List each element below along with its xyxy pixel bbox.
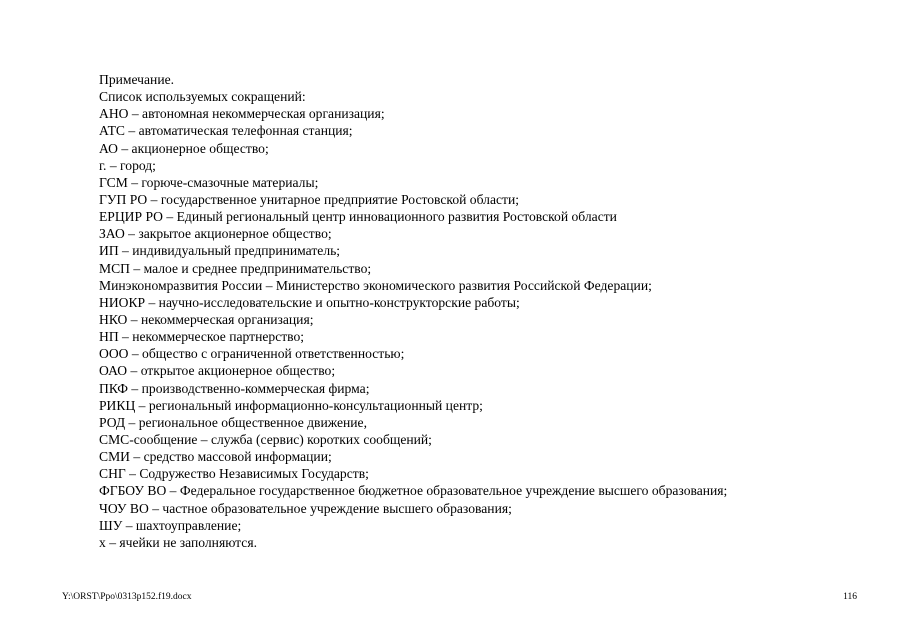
abbreviation-item: РИКЦ – региональный информационно-консультационный центр;: [99, 397, 483, 413]
abbreviation-item: АО – акционерное общество;: [99, 140, 269, 156]
abbreviation-item: НИОКР – научно-исследовательские и опытно-конструкторские работы;: [99, 294, 520, 310]
abbreviation-item: МСП – малое и среднее предпринимательство;: [99, 260, 372, 276]
abbreviation-item: АТС – автоматическая телефонная станция;: [99, 123, 353, 139]
abbreviation-item: НКО – некоммерческая организация;: [99, 311, 314, 327]
abbreviation-item: ГСМ – горюче-смазочные материалы;: [99, 174, 319, 190]
abbreviation-item: ИП – индивидуальный предприниматель;: [99, 243, 341, 259]
abbreviations-list-title: Список используемых сокращений:: [99, 89, 306, 105]
abbreviation-item: НП – некоммерческое партнерство;: [99, 329, 305, 345]
abbreviation-item: г. – город;: [99, 157, 156, 173]
abbreviation-item: ЕРЦИР РО – Единый региональный центр инновационного развития Ростовской области: [99, 209, 617, 225]
abbreviation-item: СМИ – средство массовой информации;: [99, 449, 332, 465]
page-number: 116: [843, 592, 857, 602]
abbreviation-item: ПКФ – производственно-коммерческая фирма;: [99, 380, 370, 396]
footer-file-path: Y:\ORST\Ppo\0313p152.f19.docx: [62, 592, 192, 602]
abbreviation-item: ООО – общество с ограниченной ответственностью;: [99, 346, 405, 362]
note-block: [99, 71, 879, 551]
abbreviation-item: ОАО – открытое акционерное общество;: [99, 363, 336, 379]
abbreviation-item: Минэкономразвития России – Министерство экономического развития Российской Федерации;: [99, 277, 652, 293]
abbreviation-item: СМС-сообщение – служба (сервис) коротких сообщений;: [99, 431, 432, 447]
abbreviation-item: СНГ – Содружество Независимых Государств;: [99, 466, 369, 482]
abbreviation-item: ЧОУ ВО – частное образовательное учреждение высшего образования;: [99, 500, 512, 516]
abbreviation-item: ЗАО – закрытое акционерное общество;: [99, 226, 332, 242]
note-heading: Примечание.: [99, 72, 175, 87]
abbreviation-item: РОД – региональное общественное движение,: [99, 414, 367, 430]
abbreviation-item: ФГБОУ ВО – Федеральное государственное бюджетное образовательное учреждение высшего образования;: [99, 483, 728, 499]
abbreviation-item: АНО – автономная некоммерческая организация;: [99, 106, 385, 122]
abbreviation-item: ШУ – шахтоуправление;: [99, 517, 242, 533]
abbreviation-item: х – ячейки не заполняются.: [99, 534, 257, 550]
abbreviation-item: ГУП РО – государственное унитарное предприятие Ростовской области;: [99, 191, 520, 207]
